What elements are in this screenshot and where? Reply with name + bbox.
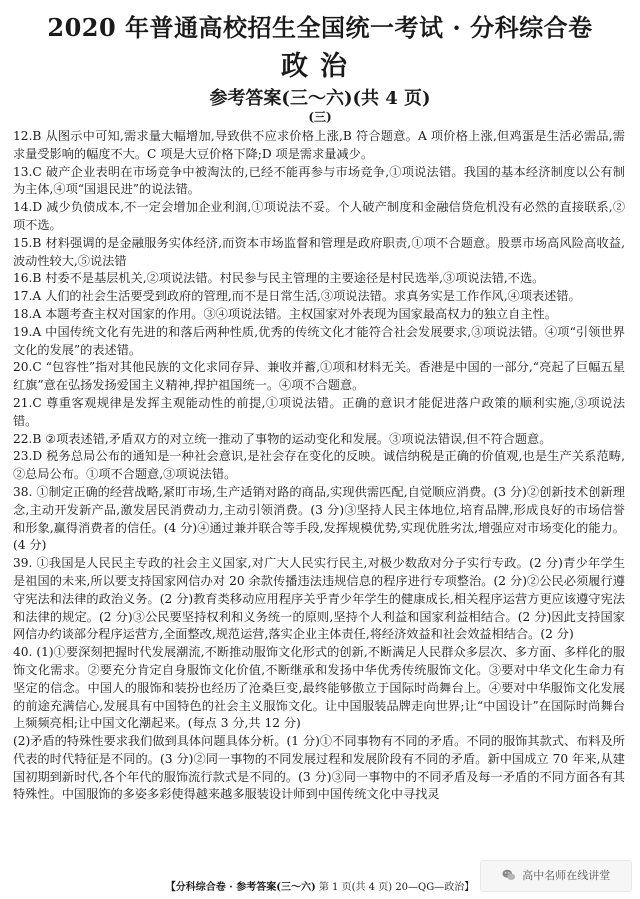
answer-text: ①制定正确的经营战略,紧盯市场,生产适销对路的商品,实现供需匹配,自觉顺应消费。(3 分)②创新技术创新理念,主动开发新产品,激发居民消费动力,主动引领消费。(3 分)③坚持人民主体地位,培育品牌,形成良好的市场信誉和形象,赢得消费者的信任。(4 分)④通过兼并联合等手段,发挥规模优势,实现优胜劣汰,增强应对市场变化的能力。(4 分) bbox=[13, 484, 625, 553]
answer-number: 14.D bbox=[13, 200, 43, 215]
answer-item bbox=[13, 484, 625, 555]
footer-tag: 【分科综合卷 · 参考答案(三～六) bbox=[165, 882, 316, 893]
answer-text: 减少负债成本,不一定会增加企业利润,①项说法不妥。个人破产制度和金融信贷危机没有必然的直接联系,②项不选。 bbox=[13, 200, 625, 232]
answer-key-heading: 参考答案(三～六)(共 4 页) bbox=[209, 88, 431, 109]
answer-text: 人们的社会生活要受到政府的管理,而不是日常生活,③项说法错。求真务实是工作作风,④项表述错。 bbox=[45, 289, 581, 304]
answer-text: (1)①要深刻把握时代发展潮流,不断推动服饰文化形式的创新,不断满足人民群众多层次、多方面、多样化的服饰文化需求。②要充分肯定自身服饰文化价值,不断继承和发扬中华优秀传统服饰文化。③要对中华文化生命力有坚定的信念。中国人的服饰和装扮也经历了沧桑巨变,最终能够傲立于国际时尚舞台上。④要对中华服饰文化发展的前途充满信心,发展具有中国特色的社会主义服饰文化。让中国服装品牌走向世界;让“中国设计”在国际时尚舞台上频频亮相;让中国文化潮起来。(每点 3 分,共 12 分) bbox=[13, 645, 625, 731]
answer-item bbox=[13, 199, 625, 235]
answer-number: 39. bbox=[13, 556, 33, 571]
answer-number: 21.C bbox=[13, 395, 42, 410]
watermark-text: 高中名师在线讲堂 bbox=[522, 869, 611, 882]
answer-text: ①我国是人民民主专政的社会主义国家,对广大人民实行民主,对极少数敌对分子实行专政。(2 分)青少年学生是祖国的未来,所以要支持国家网信办对 20 余款传播违法违规信息的程序进行专项整治。(2 分)②公民必须履行遵守宪法和法律的政治义务。(2 分)教育类移动应用程序关乎青少年学生的健康成长,相关程序运营方更应该遵守宪法和法律的规定。(2 分)③公民要坚持权利和义务统一的原则,坚持个人利益和国家利益相结合。(2 分)因此支持国家网信办约谈部分程序运营方,全面整改,规范运营,落实企业主体责任,将经济效益和社会效益相结合。(2 分) bbox=[13, 556, 625, 642]
answer-number: 15.B bbox=[13, 235, 42, 250]
answer-number: 13.C bbox=[13, 164, 42, 179]
answer-number: 22.B bbox=[13, 431, 42, 446]
answer-item bbox=[13, 359, 625, 395]
answer-text: 破产企业表明在市场竞争中被淘汰的,已经不能再参与市场竞争,①项说法错。我国的基本经济制度以公有制为主体,④项“国退民进”的说法错。 bbox=[13, 164, 626, 197]
subject-heading: 政治 bbox=[281, 51, 359, 82]
answer-number: 18.A bbox=[13, 306, 42, 321]
answer-text: “包容性”指对其他民族的文化求同存异、兼收并蓄,①项和材料无关。香港是中国的一部分,“亮起了巨幅五星红旗”意在弘扬发扬爱国主义精神,捍护祖国统一。④项不合题意。 bbox=[13, 360, 625, 393]
watermark bbox=[480, 860, 632, 892]
answer-number: 19.A bbox=[13, 324, 42, 339]
answer-text: (2)矛盾的特殊性要求我们做到具体问题具体分析。(1 分)①不同事物有不同的矛盾。不同的服饰其款式、布料及所代表的时代特征是不同的。(3 分)②同一事物的不同发展过程和发展阶段有不同的矛盾。新中国成立 70 年来,从建国初期到新时代,各个年代的服饰流行款式是不同的。(3 分)③同一事物中的不同矛盾及每一矛盾的不同方面各有其特殊性。中国服饰的多姿多彩使得越来越多服装设计师到中国传统文化中寻找灵 bbox=[13, 734, 625, 802]
wechat-icon bbox=[502, 868, 516, 882]
answer-item bbox=[13, 128, 625, 164]
answer-text: 从图示中可知,需求量大幅增加,导致供不应求价格上涨,B 符合题意。A 项价格上涨,但鸡蛋是生活必需品,需求量受影响的幅度不大。C 项是大豆价格下降;D 项是需求量减少。 bbox=[13, 129, 625, 161]
answer-item bbox=[13, 306, 625, 324]
answer-text: 尊重客观规律是发挥主观能动性的前提,①项说法错。正确的意识才能促进落户政策的顺利实施,③项说法错。 bbox=[13, 395, 626, 428]
answer-number: 12.B bbox=[13, 129, 42, 143]
answer-item bbox=[13, 555, 625, 644]
answer-item bbox=[13, 733, 625, 804]
exam-title: 2020 年普通高校招生全国统一考试 · 分科综合卷 bbox=[47, 13, 593, 42]
answer-number: 40. bbox=[13, 645, 33, 660]
answer-number: 38. bbox=[13, 484, 33, 499]
answer-number: 20.C bbox=[13, 360, 42, 375]
answer-item bbox=[13, 270, 625, 288]
footer-page: 第 1 页(共 4 页) bbox=[318, 882, 393, 893]
footer-code: 20—QG—政治】 bbox=[395, 882, 475, 893]
answer-text: 本题考查主权对国家的作用。③④项说法错。主权国家对外表现为国家最高权力的独立自主性。 bbox=[45, 306, 557, 321]
answer-item bbox=[13, 235, 625, 271]
answer-item bbox=[13, 288, 625, 306]
answer-item bbox=[13, 164, 625, 200]
answer-item bbox=[13, 395, 625, 431]
section-label: (三) bbox=[308, 110, 332, 124]
answer-text: 村委不是基层机关,②项说法错。村民参与民主管理的主要途径是村民选举,③项说法错,不选。 bbox=[45, 271, 545, 286]
answer-list bbox=[13, 128, 625, 804]
answer-text: ②项表述错,矛盾双方的对立统一推动了事物的运动变化和发展。③项说法错误,但不符合题意。 bbox=[45, 431, 552, 446]
answer-text: 材料强调的是金融服务实体经济,而资本市场监督和管理是政府职责,①项不合题意。股票市场高风险高收益,波动性较大,⑤说法错 bbox=[13, 235, 625, 268]
answer-text: 中国传统文化有先进的和落后两种性质,优秀的传统文化才能符合社会发展要求,③项说法错。④项“引领世界文化的发展”的表述错。 bbox=[13, 324, 625, 357]
answer-item bbox=[13, 644, 625, 733]
answer-text: 税务总局公布的通知是一种社会意识,是社会存在变化的反映。诚信纳税是正确的价值观,也是生产关系范畴,②总局公布。①项不合题意,③项说法错。 bbox=[13, 449, 625, 482]
answer-number: 16.B bbox=[13, 271, 42, 286]
answer-item bbox=[13, 448, 625, 484]
answer-number: 17.A bbox=[13, 289, 42, 304]
answer-item bbox=[13, 431, 625, 449]
answer-item bbox=[13, 324, 625, 360]
answer-number: 23.D bbox=[13, 449, 43, 464]
